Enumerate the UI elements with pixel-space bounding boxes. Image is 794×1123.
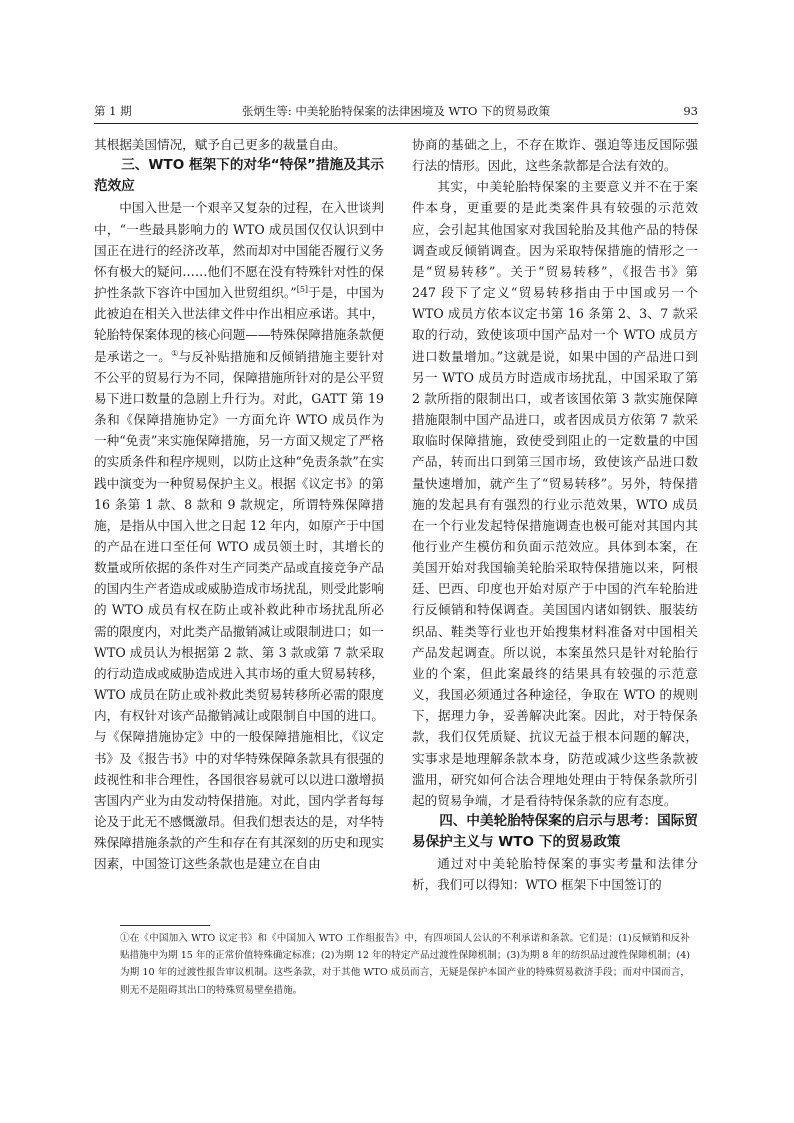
left-column xyxy=(94,134,384,874)
paragraph-continuation: 协商的基础之上，不存在欺诈、强迫等违反国际强行法的情形。因此，这些条款都是合法有效的。 xyxy=(412,137,698,174)
page-number: 93 xyxy=(683,104,698,118)
paragraph-demonstration-effect: 其实，中美轮胎特保案的主要意义并不在于案件本身，更重要的是此类案件具有较强的示范效应，会引起其他国家对我国轮胎及其他产品的特保调查或反倾销调查。因为采取特保措施的情形之一是“贸易转移”。关于“贸易转移”，《报告书》第 247 段下了定义“贸易转移指由于中国或另一个 WTO 成员方依本议定书第 16 条第 2、3、7 款采取的行动，致使该项中国产品对一个 WTO 成员方进口数量增加。”这就是说，如果中国的产品进口到另一 WTO 成员方时造成市场扰乱，中国采取了第 2 款所指的限制出口，或者该国依第 3 款实施保障措施限制中国产品进口，或者因成员方依第 7 款采取临时保障措施，致使受到阻止的一定数量的中国产品，转而出口到第三国市场，致使该产品进口数量快速增加，就产生了“贸易转移”。另外，特保措施的发起具有有强烈的行业示范效果，WTO 成员在一个行业发起特保措施调查也极可能对其国内其他行业产生模仿和负面示范效应。具体到本案，在美国开始对我国输美轮胎采取特保措施以来，阿根廷、巴西、印度也开始对原产于中国的汽车轮胎进行反倾销和特保调查。美国国内诸如钢铁、服装纺织品、鞋类等行业也开始搜集材料准备对中国相关产品发起调查。所以说，本案虽然只是针对轮胎行业的个案，但此案最终的结果具有较强的示范意义，我国必须通过各种途径，争取在 WTO 的规则下，据理力争，妥善解决此案。因此，对于特保条款，我们仅凭质疑、抗议无益于根本问题的解决，实事求是地理解条款本身，防范或减少这些条款被滥用，研究如何合法合理地处理由于特保条款所引起的贸易争端，才是看待特保条款的应有态度。 xyxy=(412,179,698,808)
footnote-rule xyxy=(120,925,210,926)
footnote-marker: ① xyxy=(171,348,179,358)
paragraph-text: 于是，中国为此被迫在相关入世法律文件中作出相应承诺。其中，轮胎特保案体现的核心问题——特殊保障措施条款便是承诺之一。 xyxy=(94,285,385,364)
running-title: 张炳生等: 中美轮胎特保案的法律困境及 WTO 下的贸易政策 xyxy=(241,104,551,118)
paragraph-wto-accession xyxy=(94,197,384,874)
header-rule xyxy=(94,123,698,124)
paragraph-text: 与反补贴措施和反倾销措施主要针对不公平的贸易行为不同，保障措施所针对的是公平贸易下进口数量的急剧上升行为。对此，GATT 第 19 条和《保障措施协定》一方面允许 WTO 成员作为一种“免责”来实施保障措施，另一方面又规定了严格的实质条件和程序规则，以防止这种“免责条款”在实践中演变为一种贸易保护主义。根据《议定书》的第 16 条第 1 款、8 款和 9 款规定，所谓特殊保障措施，是指从中国入世之日起 12 年内，如原产于中国的产品在进口至任何 WTO 成员领土时，其增长的数量或所依据的条件对生产同类产品或直接竞争产品的国内生产者造成或威胁造成市场扰乱，则受此影响的 WTO 成员有权在防止或补救此种市场扰乱所必需的限度内，对此类产品撤销减让或限制进口；如一 WTO 成员认为根据第 2 款、第 3 款或第 7 款采取的行动造成或威胁造成进入其市场的重大贸易转移，WTO 成员在防止或补救此类贸易转移所必需的限度内，有权针对该产品撤销减让或限制自中国的进口。与《保障措施协定》中的一般保障措施相比，《议定书》及《报告书》中的对华特殊保障条款具有很强的歧视性和非合理性，各国很容易就可以以进口激增损害国内产业为由发动特保措施。对此，国内学者每每论及于此无不感慨激昂。但我们想表达的是，对华特殊保障措施条款的产生和存在有其深刻的历史和现实因素，中国签订这些条款也是建立在自由 xyxy=(94,348,385,872)
paragraph-continuation: 其根据美国情况，赋予自己更多的裁量自由。 xyxy=(94,137,346,152)
paragraph-analysis: 通过对中美轮胎特保案的事实考量和法律分析，我们可以得知：WTO 框架下中国签订的 xyxy=(412,856,698,893)
right-column xyxy=(412,134,698,896)
page-header xyxy=(94,101,698,121)
section-heading-3: 三、WTO 框架下的对华“特保”措施及其示范效应 xyxy=(94,157,384,195)
paragraph-text: 中国入世是一个艰辛又复杂的过程，在入世谈判中，“一些最具影响力的 WTO 成员国仅仅认识到中国正在进行的经济改革，然而却对中国能否履行义务怀有极大的疑问……他们不愿在没有特殊针对性的保护性条款下容许中国加入世贸组织。” xyxy=(94,200,384,301)
citation-marker: [5] xyxy=(296,285,309,295)
footnote-text: ①在《中国加入 WTO 议定书》和《中国加入 WTO 工作组报告》中，有四项国人公认的不利承诺和条款。它们是：(1)反倾销和反补贴措施中为期 15 年的正常价值特殊确定标准；(2)为期 12 年的特定产品过渡性保障机制；(3)为期 8 年的纺织品过渡性保障机制；(4)为期 10 年的过渡性报告审议机制。这些条款，对于其他 WTO 成员而言，无疑是保护本国产业的特殊贸易救济手段；而对中国而言，则无不是阻碍其出口的特殊贸易壁垒措施。 xyxy=(120,933,690,996)
footnote xyxy=(120,930,690,999)
journal-issue: 第 1 期 xyxy=(94,104,132,118)
section-heading-4: 四、中美轮胎特保案的启示与思考：国际贸易保护主义与 WTO 下的贸易政策 xyxy=(412,813,698,851)
